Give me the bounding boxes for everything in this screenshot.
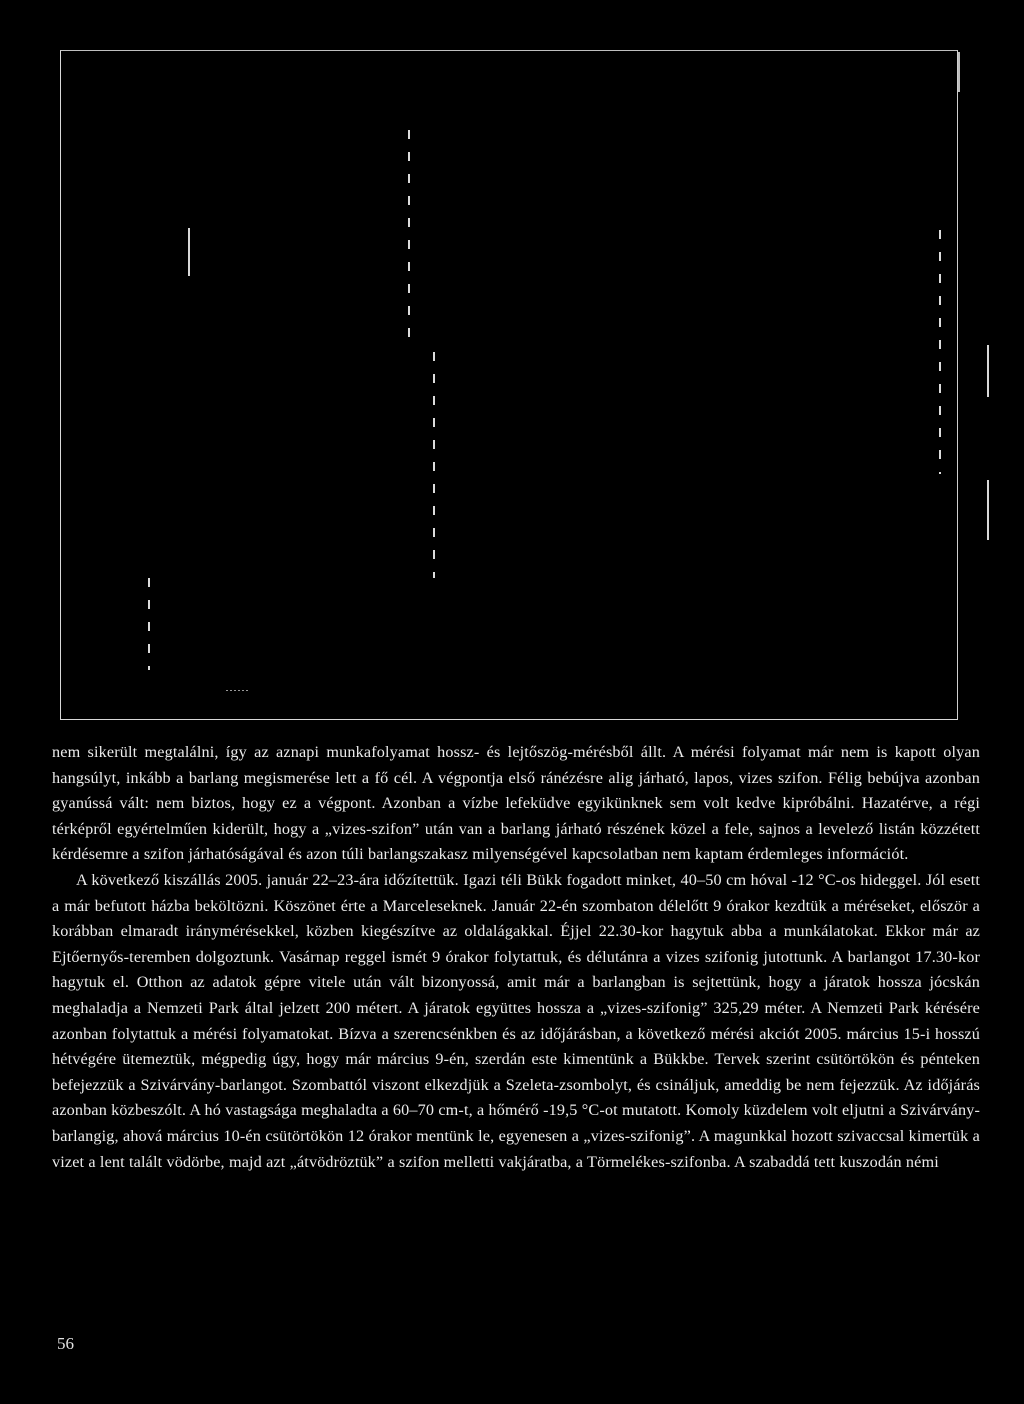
figure-frame-corner — [958, 52, 960, 92]
figure-solid-line-right-upper — [987, 345, 989, 397]
body-text — [52, 740, 980, 1175]
paragraph-2: A következő kiszállás 2005. január 22–23-ára időzítettük. Igazi téli Bükk fogadott minket, 40–50 cm hóval -12 °C-os hideggel. Jól esett a már befutott házba beköltözni. Köszönet érte a Marceleseknek. Január 22-én szombaton délelőtt 9 órakor kezdtük a méréseket, először a korábban elmaradt iránymérésekkel, közben kiegészítve az oldalágakkal. Éjjel 22.30-kor hagytuk abba a munkálatokat. Ekkor már az Ejtőernyős-teremben dolgoztunk. Vasárnap reggel ismét 9 órakor folytattuk, és délutánra a vizes szifonig jutottunk. A barlangot 17.30-kor hagytuk el. Otthon az adatok gépre vitele után vált bizonyossá, amit már a barlangban is sejtettünk, hogy a járatok hossza jócskán meghaladja a Nemzeti Park által jelzett 200 métert. A járatok együttes hossza a „vizes-szifonig” 325,29 méter. A Nemzeti Park kérésére azonban folytattuk a mérési folyamatokat. Bízva a szerencsénkben és az időjárásban, a következő mérési akciót 2005. március 15-i hosszú hétvégére ütemeztük, mégpedig úgy, hogy már március 9-én, szerdán este kimentünk a Bükkbe. Tervek szerint csütörtökön és pénteken befejezzük a Szivárvány-barlangot. Szombattól viszont elkezdjük a Szeleta-zsombolyt, és csináljuk, ameddig be nem fejezzük. Az időjárás azonban közbeszólt. A hó vastagsága meghaladta a 60–70 cm-t, a hőmérő -19,5 °C-ot mutatott. Komoly küzdelem volt eljutni a Szivárvány-barlangig, ahová március 10-én csütörtökön 12 órakor mentünk le, egyenesen a „vizes-szifonig”. A magunkkal hozott szivaccsal kimertük a vizet a lent talált vödörbe, majd azt „átvödröztük” a szifon melletti vakjáratba, a Törmelékes-szifonba. A szabaddá tett kuszodán némi — [52, 870, 980, 1171]
page-number: 56 — [57, 1334, 74, 1353]
paragraph-1: nem sikerült megtalálni, így az aznapi munkafolyamat hossz- és lejtőszög-mérésből állt. A mérési folyamat már nem is kapott olyan hangsúlyt, inkább a barlang megismerése lett a fő cél. A végpontja első ránézésre alig járható, lapos, vizes szifon. Félig bebújva azonban gyanússá vált: nem biztos, hogy ez a végpont. Azonban a vízbe lefeküdve egyikünknek sem volt kedve kipróbálni. Hazatérve, a régi térképről egyértelműen kiderült, hogy a „vizes-szifon” után van a barlang járható részének közel a fele, sajnos a levelező listán közzétett kérdésemre a szifon járhatóságával és azon túli barlangszakasz milyenségével kapcsolatban nem kaptam érdemleges információt. — [52, 743, 980, 864]
figure-dotted-mark — [226, 690, 250, 691]
figure-dashed-line-right — [939, 230, 941, 474]
figure-dashed-line-upper-center — [408, 130, 410, 340]
figure-dashed-line-bottom-left — [148, 578, 150, 670]
figure-dashed-line-lower-center — [433, 352, 435, 578]
figure-frame — [60, 50, 958, 720]
figure-solid-line-left — [188, 228, 190, 276]
figure-solid-line-right-lower — [987, 480, 989, 540]
